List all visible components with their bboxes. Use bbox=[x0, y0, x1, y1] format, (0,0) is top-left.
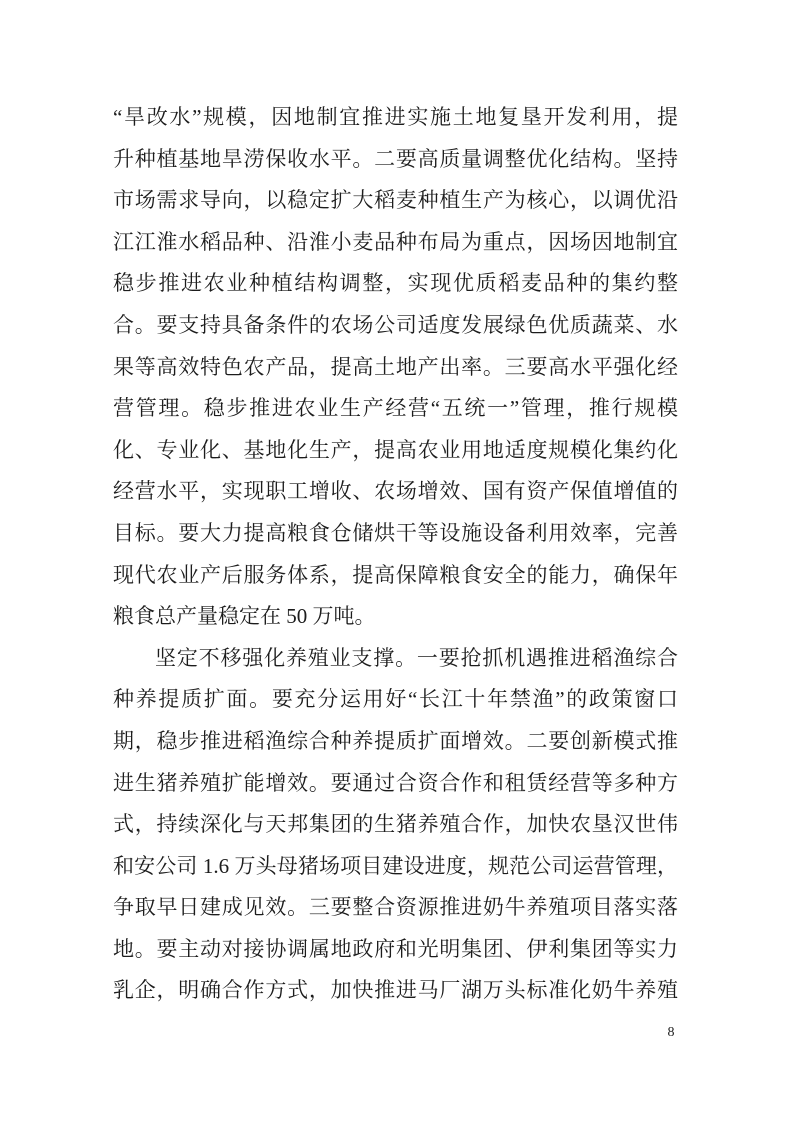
text-line: 升种植基地旱涝保收水平。二要高质量调整优化结构。坚持 bbox=[113, 146, 678, 171]
text-line: 目标。要大力提高粮食仓储烘干等设施设备利用效率，完善 bbox=[113, 520, 678, 545]
text-line: 地。要主动对接协调属地政府和光明集团、伊利集团等实力 bbox=[113, 936, 678, 961]
text-line: 坚定不移强化养殖业支撑。一要抢抓机遇推进稻渔综合 bbox=[155, 645, 678, 670]
text-line: 进生猪养殖扩能增效。要通过合资合作和租赁经营等多种方 bbox=[113, 770, 678, 795]
text-line: 期，稳步推进稻渔综合种养提质扩面增效。二要创新模式推 bbox=[113, 728, 678, 753]
text-line: 粮食总产量稳定在 50 万吨。 bbox=[113, 604, 376, 629]
text-line: 和安公司 1.6 万头母猪场项目建设进度，规范公司运营管理， bbox=[113, 853, 678, 878]
text-line: 化、专业化、基地化生产，提高农业用地适度规模化集约化 bbox=[113, 437, 678, 462]
text-line: 种养提质扩面。要充分运用好“长江十年禁渔”的政策窗口 bbox=[113, 687, 678, 712]
text-line: 乳企，明确合作方式，加快推进马厂湖万头标准化奶牛养殖 bbox=[113, 978, 678, 1003]
text-line: “旱改水”规模，因地制宜推进实施土地复垦开发利用，提 bbox=[113, 105, 678, 129]
text-line: 营管理。稳步推进农业生产经营“五统一”管理，推行规模 bbox=[113, 396, 678, 421]
text-line: 现代农业产后服务体系，提高保障粮食安全的能力，确保年 bbox=[113, 562, 678, 587]
text-body bbox=[113, 97, 678, 1012]
text-line: 合。要支持具备条件的农场公司适度发展绿色优质蔬菜、水 bbox=[113, 312, 678, 337]
text-line: 稳步推进农业种植结构调整，实现优质稻麦品种的集约整 bbox=[113, 271, 678, 296]
text-line: 经营水平，实现职工增收、农场增效、国有资产保值增值的 bbox=[113, 479, 678, 504]
text-line: 争取早日建成见效。三要整合资源推进奶牛养殖项目落实落 bbox=[113, 895, 678, 920]
text-line: 市场需求导向，以稳定扩大稻麦种植生产为核心，以调优沿 bbox=[113, 188, 678, 213]
page-number: 8 bbox=[667, 1025, 675, 1040]
text-line: 果等高效特色农产品，提高土地产出率。三要高水平强化经 bbox=[113, 354, 678, 379]
text-line: 江江淮水稻品种、沿淮小麦品种布局为重点，因场因地制宜 bbox=[113, 229, 678, 254]
text-line: 式，持续深化与天邦集团的生猪养殖合作，加快农垦汉世伟 bbox=[113, 812, 678, 837]
